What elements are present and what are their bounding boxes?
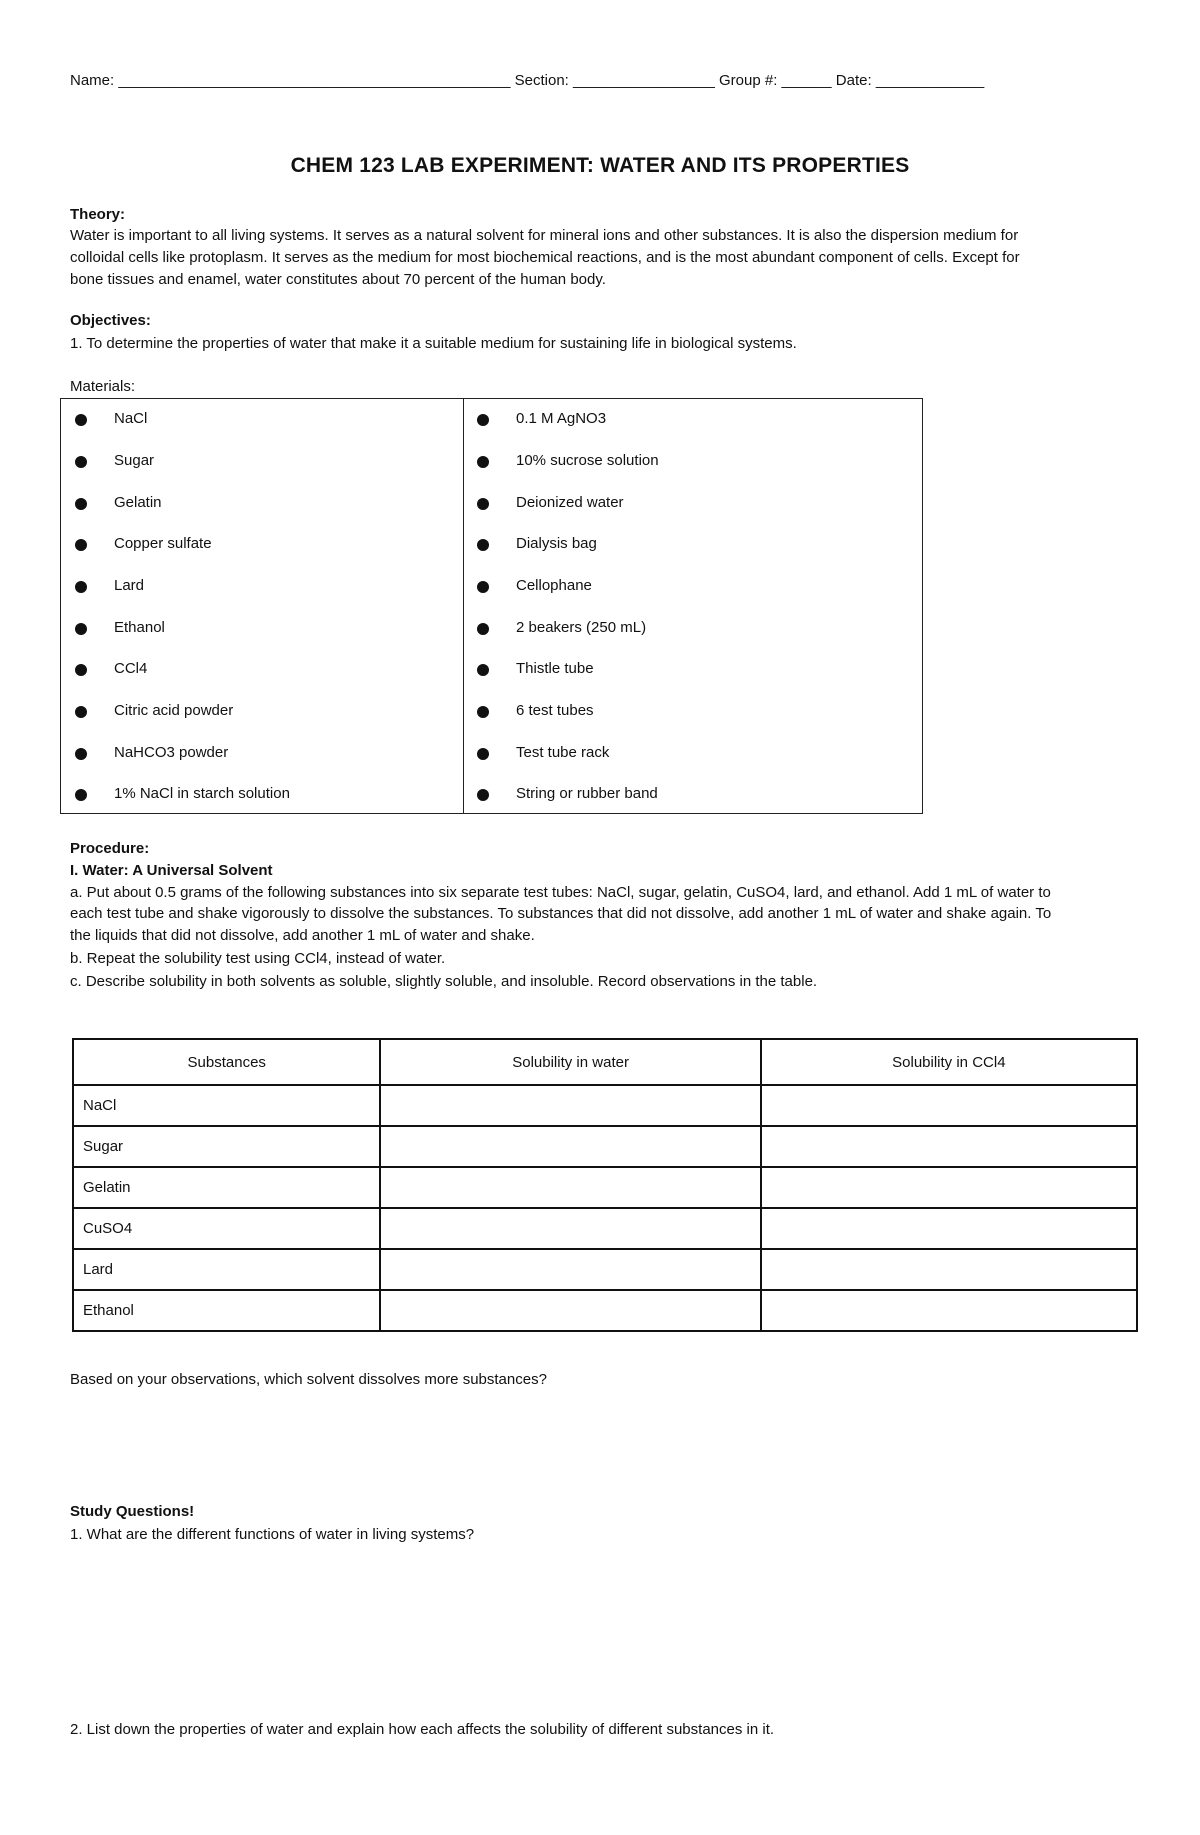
column-header: Substances — [73, 1039, 380, 1085]
bullet-icon — [75, 706, 87, 718]
name-field[interactable]: _______________________________________________ — [118, 72, 511, 89]
substance-cell: Gelatin — [73, 1167, 380, 1208]
student-info-line — [70, 72, 1130, 89]
date-label: Date: — [835, 72, 872, 89]
observation-question: Based on your observations, which solvent dissolves more substances? — [70, 1371, 547, 1388]
theory-line-3: bone tissues and enamel, water constitutes about 70 percent of the human body. — [70, 271, 606, 288]
procedure-section-title: I. Water: A Universal Solvent — [70, 862, 273, 879]
table-row — [73, 1208, 1137, 1249]
procedure-line-5: c. Describe solubility in both solvents as soluble, slightly soluble, and insoluble. Record observations in the table. — [70, 973, 818, 990]
study-questions-heading: Study Questions! — [70, 1503, 195, 1520]
water-solubility-cell[interactable] — [380, 1290, 760, 1331]
substance-cell: Sugar — [73, 1126, 380, 1167]
ccl4-solubility-cell[interactable] — [761, 1208, 1137, 1249]
theory-heading: Theory: — [70, 206, 126, 223]
water-solubility-cell[interactable] — [380, 1208, 760, 1249]
bullet-icon — [477, 623, 489, 635]
substance-cell: NaCl — [73, 1085, 380, 1126]
bullet-icon — [75, 581, 87, 593]
bullet-icon — [477, 539, 489, 551]
table-row — [73, 1085, 1137, 1126]
materials-heading: Materials: — [70, 378, 136, 395]
section-field[interactable]: _________________ — [573, 72, 715, 89]
bullet-icon — [75, 748, 87, 760]
bullet-icon — [75, 623, 87, 635]
water-solubility-cell[interactable] — [380, 1249, 760, 1290]
objectives-heading: Objectives: — [70, 312, 151, 329]
bullet-icon — [75, 456, 87, 468]
bullet-icon — [75, 664, 87, 676]
study-question-1: 1. What are the different functions of water in living systems? — [70, 1526, 475, 1543]
table-header-row — [73, 1039, 1137, 1085]
water-solubility-cell[interactable] — [380, 1126, 760, 1167]
bullet-icon — [75, 539, 87, 551]
bullet-icon — [75, 498, 87, 510]
bullet-icon — [477, 706, 489, 718]
bullet-icon — [477, 456, 489, 468]
substance-cell: CuSO4 — [73, 1208, 380, 1249]
procedure-line-2: each test tube and shake vigorously to dissolve the substances. To substances that did not dissolve, add another 1 mL of water and shake again. To — [70, 905, 1052, 922]
bullet-icon — [477, 581, 489, 593]
theory-line-1: Water is important to all living systems. It serves as a natural solvent for mineral ions and other substances. It is also the dispersion medium for — [70, 227, 1019, 244]
theory-line-2: colloidal cells like protoplasm. It serves as the medium for most biochemical reactions, and is the most abundant component of cells. Except for — [70, 249, 1020, 266]
substance-cell: Lard — [73, 1249, 380, 1290]
bullet-icon — [477, 664, 489, 676]
table-row — [73, 1126, 1137, 1167]
substance-cell: Ethanol — [73, 1290, 380, 1331]
group-label: Group #: — [719, 72, 778, 89]
bullet-icon — [477, 789, 489, 801]
table-row — [73, 1167, 1137, 1208]
bullet-icon — [75, 789, 87, 801]
column-header: Solubility in CCl4 — [761, 1039, 1137, 1085]
ccl4-solubility-cell[interactable] — [761, 1249, 1137, 1290]
ccl4-solubility-cell[interactable] — [761, 1167, 1137, 1208]
column-header: Solubility in water — [380, 1039, 760, 1085]
procedure-heading: Procedure: — [70, 840, 150, 857]
bullet-icon — [477, 498, 489, 510]
bullet-icon — [477, 414, 489, 426]
materials-column-right: 0.1 M AgNO3 10% sucrose solution Deionized water Dialysis bag Cellophane 2 beakers (250 mL) Thistle tube 6 test tubes Test tube rack String or rubber band — [463, 399, 924, 813]
date-field[interactable]: _____________ — [875, 72, 985, 89]
procedure-line-3: the liquids that did not dissolve, add another 1 mL of water and shake. — [70, 927, 535, 944]
water-solubility-cell[interactable] — [380, 1085, 760, 1126]
ccl4-solubility-cell[interactable] — [761, 1290, 1137, 1331]
group-field[interactable]: ______ — [781, 72, 832, 89]
bullet-icon — [477, 748, 489, 760]
procedure-line-4: b. Repeat the solubility test using CCl4, instead of water. — [70, 950, 446, 967]
table-row — [73, 1290, 1137, 1331]
materials-table — [60, 398, 923, 814]
objective-item: 1. To determine the properties of water that make it a suitable medium for sustaining life in biological systems. — [70, 335, 797, 352]
name-label: Name: — [70, 72, 115, 89]
water-solubility-cell[interactable] — [380, 1167, 760, 1208]
ccl4-solubility-cell[interactable] — [761, 1126, 1137, 1167]
ccl4-solubility-cell[interactable] — [761, 1085, 1137, 1126]
procedure-line-1: a. Put about 0.5 grams of the following substances into six separate test tubes: NaCl, sugar, gelatin, CuSO4, lard, and ethanol. Add 1 mL of water to — [70, 884, 1051, 901]
solubility-table — [72, 1038, 1138, 1332]
table-row — [73, 1249, 1137, 1290]
study-question-2: 2. List down the properties of water and explain how each affects the solubility of different substances in it. — [70, 1721, 775, 1738]
section-label: Section: — [514, 72, 569, 89]
materials-column-left: NaCl Sugar Gelatin Copper sulfate Lard Ethanol CCl4 Citric acid powder NaHCO3 powder 1% NaCl in starch solution — [61, 399, 464, 813]
bullet-icon — [75, 414, 87, 426]
page-title: CHEM 123 LAB EXPERIMENT: WATER AND ITS PROPERTIES — [290, 154, 910, 177]
